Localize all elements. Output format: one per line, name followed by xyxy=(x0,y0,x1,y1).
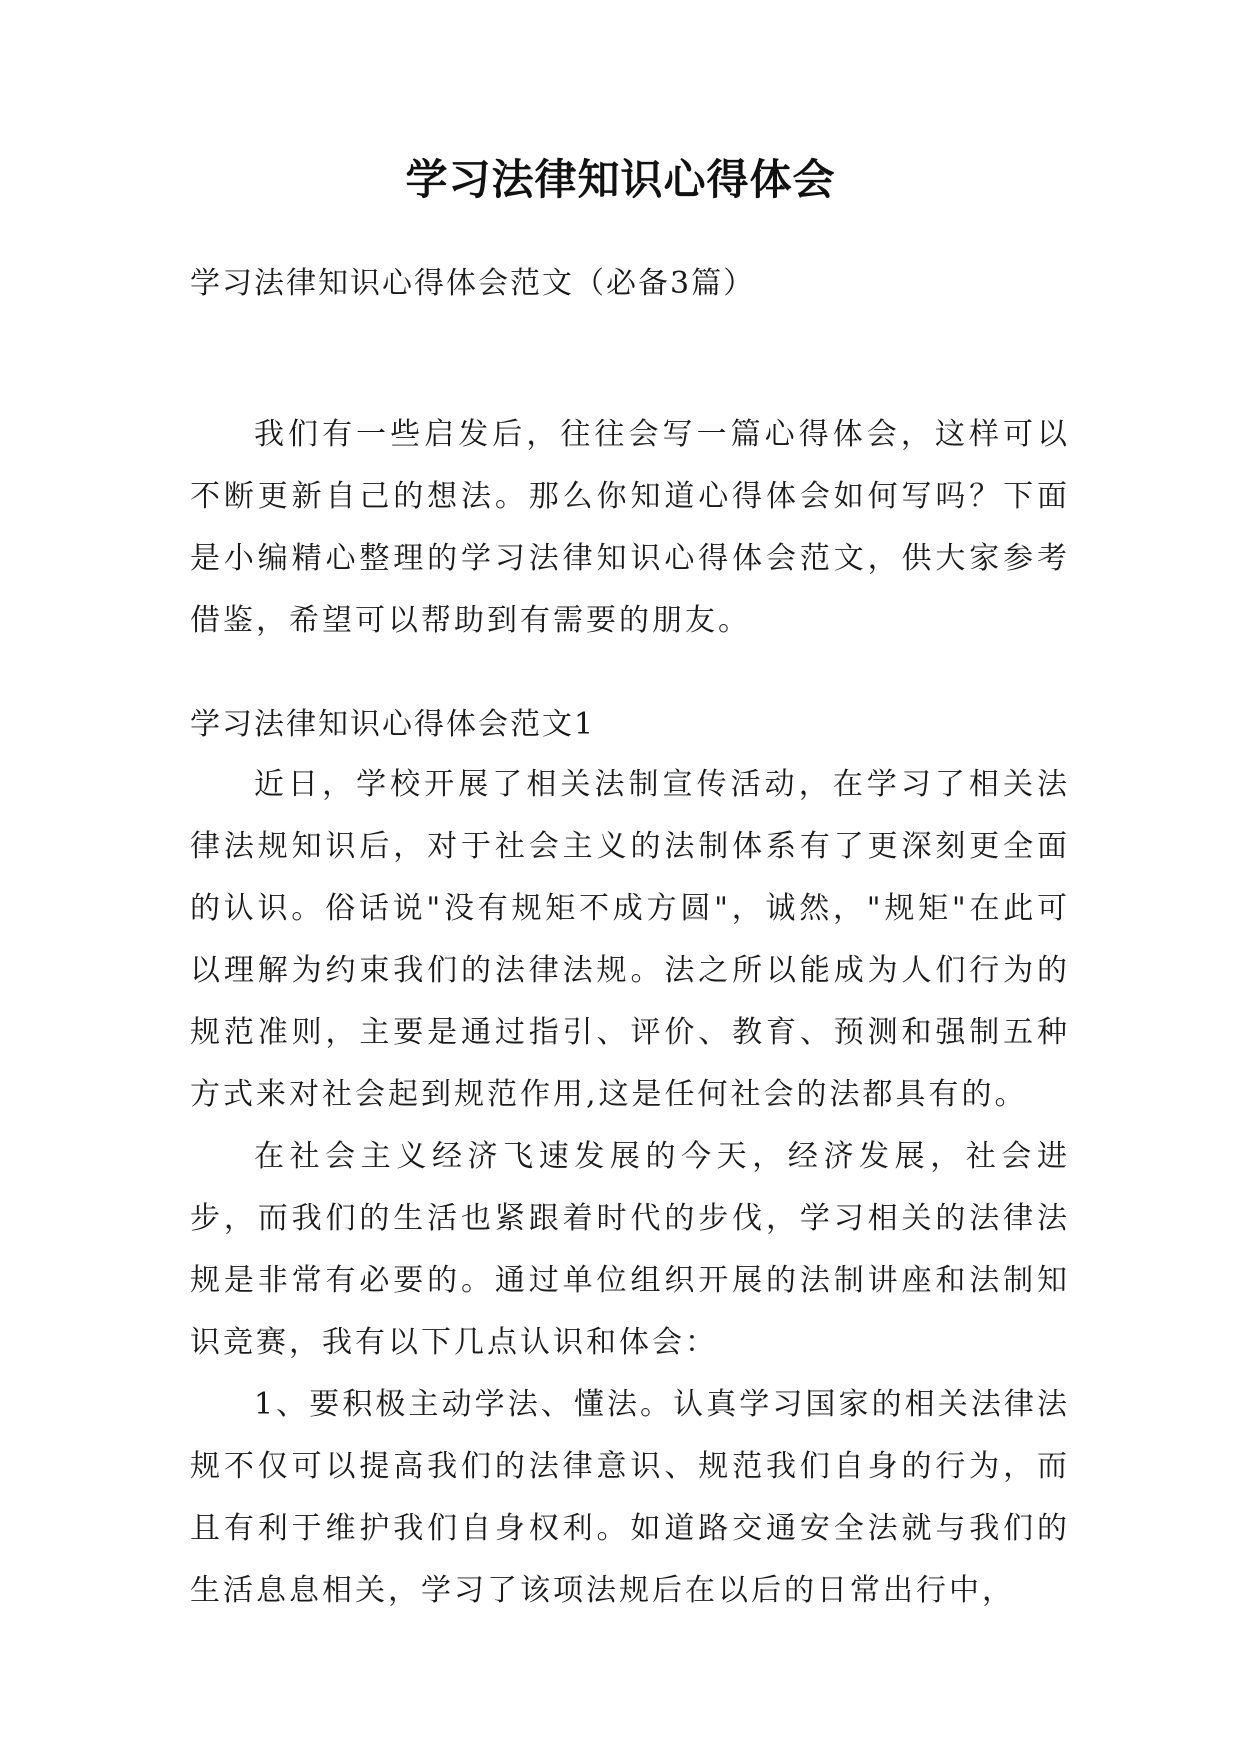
section-heading-1: 学习法律知识心得体会范文1 xyxy=(190,707,596,742)
section-1-paragraph: 在社会主义经济飞速发展的今天，经济发展，社会进步，而我们的生活也紧跟着时代的步伐，学习相关的法律法规是非常有必要的。通过单位组织开展的法制讲座和法制知识竞赛，我有以下几点认识和体会： xyxy=(190,1139,1070,1360)
section-1-paragraph: 近日，学校开展了相关法制宣传活动，在学习了相关法律法规知识后，对于社会主义的法制体系有了更深刻更全面的认识。俗话说"没有规矩不成方圆"，诚然，"规矩"在此可以理解为约束我们的法律法规。法之所以能成为人们行为的规范准则，主要是通过指引、评价、教育、预测和强制五种方式来对社会起到规范作用,这是任何社会的法都具有的。 xyxy=(190,767,1070,1112)
intro-paragraph: 我们有一些启发后，往往会写一篇心得体会，这样可以不断更新自己的想法。那么你知道心得体会如何写吗？下面是小编精心整理的学习法律知识心得体会范文，供大家参考借鉴，希望可以帮助到有需要的朋友。 xyxy=(190,417,1070,638)
section-1-body xyxy=(190,754,1070,1622)
document-subtitle: 学习法律知识心得体会范文（必备3篇） xyxy=(190,266,756,301)
section-1-paragraph: 1、要积极主动学法、懂法。认真学习国家的相关法律法规不仅可以提高我们的法律意识、规范我们自身的行为，而且有利于维护我们自身权利。如道路交通安全法就与我们的生活息息相关，学习了该项法规后在以后的日常出行中， xyxy=(190,1387,1070,1608)
document-title: 学习法律知识心得体会 xyxy=(405,155,836,204)
